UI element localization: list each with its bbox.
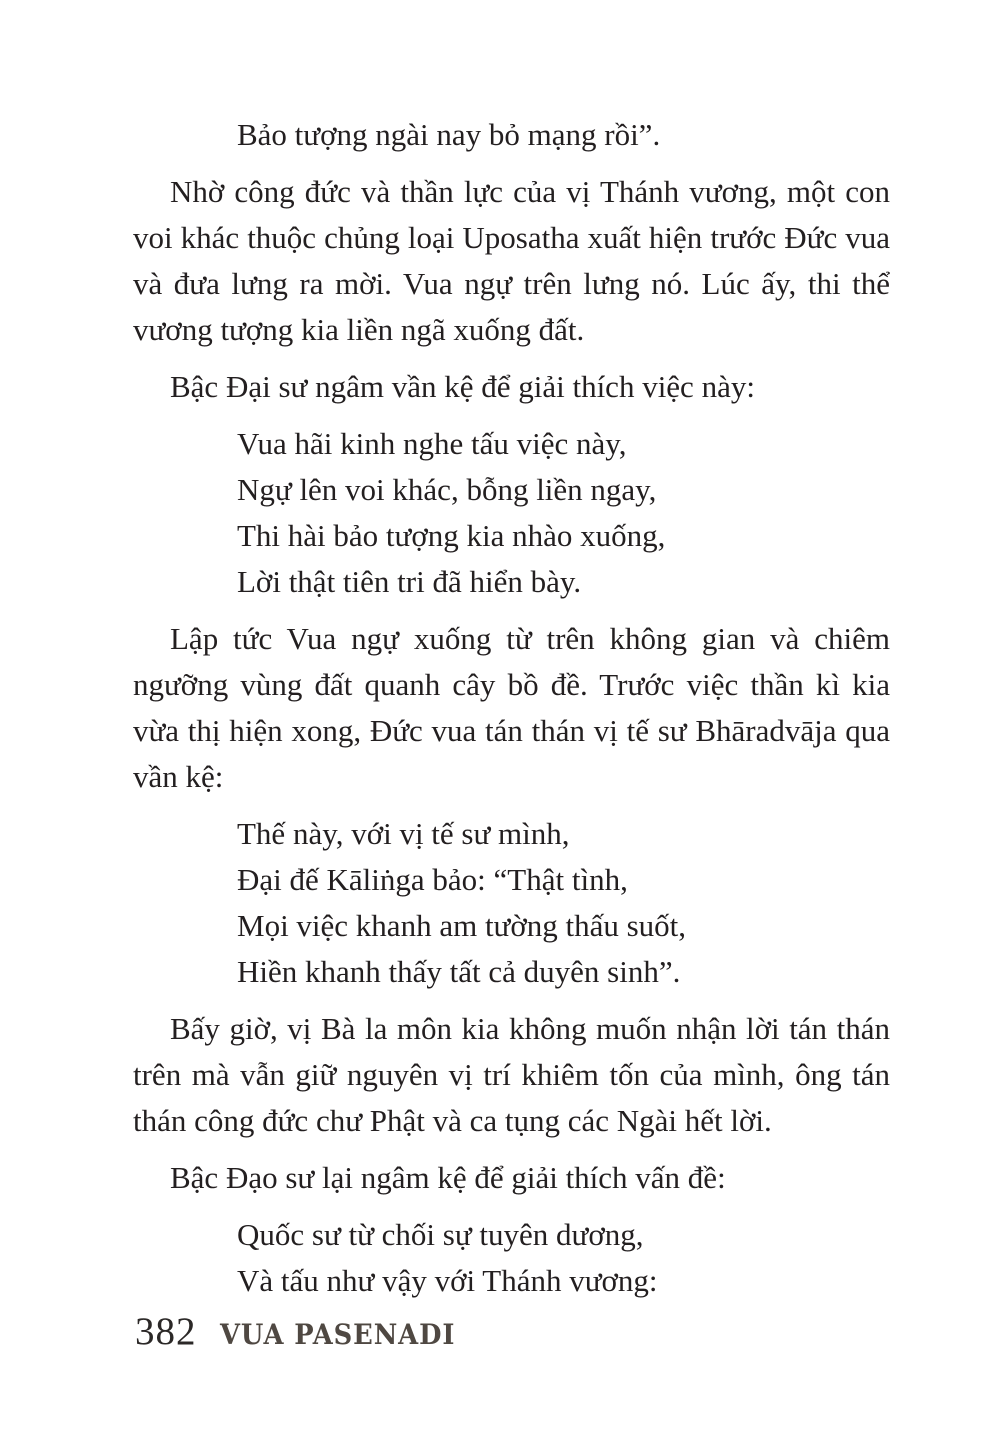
verse-line: Lời thật tiên tri đã hiển bày. bbox=[237, 564, 582, 599]
page-footer bbox=[135, 1312, 475, 1351]
verse-line: Mọi việc khanh am tường thấu suốt, bbox=[237, 908, 687, 943]
verse-block bbox=[133, 112, 890, 158]
verse-block bbox=[133, 1212, 890, 1304]
verse-line: Hiền khanh thấy tất cả duyên sinh”. bbox=[237, 954, 681, 989]
verse-line: Và tấu như vậy với Thánh vương: bbox=[237, 1263, 658, 1298]
verse-line: Thi hài bảo tượng kia nhào xuống, bbox=[237, 518, 666, 553]
verse-line: Vua hãi kinh nghe tấu việc này, bbox=[237, 426, 627, 461]
verse-line: Bảo tượng ngài nay bỏ mạng rồi”. bbox=[237, 117, 661, 152]
paragraph: Nhờ công đức và thần lực của vị Thánh vương, một con voi khác thuộc chủng loại Uposatha xuất hiện trước Đức vua và đưa lưng ra mời. Vua ngự trên lưng nó. Lúc ấy, thi thể vương tượng kia liền ngã xuống đất. bbox=[133, 174, 890, 347]
verse-line: Ngự lên voi khác, bỗng liền ngay, bbox=[237, 472, 657, 507]
verse-line: Đại đế Kāliṅga bảo: “Thật tình, bbox=[237, 862, 628, 897]
paragraph: Lập tức Vua ngự xuống từ trên không gian và chiêm ngưỡng vùng đất quanh cây bồ đề. Trước việc thần kì kia vừa thị hiện xong, Đức vua tán thán vị tế sư Bhāradvāja qua vần kệ: bbox=[133, 621, 890, 794]
verse-block bbox=[133, 811, 890, 995]
verse-block bbox=[133, 421, 890, 605]
verse-line: Thế này, với vị tế sư mình, bbox=[237, 816, 570, 851]
paragraph: Bậc Đạo sư lại ngâm kệ để giải thích vấn đề: bbox=[170, 1160, 726, 1195]
verse-line: Quốc sư từ chối sự tuyên dương, bbox=[237, 1217, 644, 1252]
page-content bbox=[133, 112, 890, 1315]
paragraph: Bậc Đại sư ngâm vần kệ để giải thích việc này: bbox=[170, 369, 755, 404]
running-title: VUA PASENADI bbox=[219, 1318, 455, 1351]
paragraph: Bấy giờ, vị Bà la môn kia không muốn nhận lời tán thán trên mà vẫn giữ nguyên vị trí khiêm tốn của mình, ông tán thán công đức chư Phật và ca tụng các Ngài hết lời. bbox=[133, 1011, 890, 1138]
page-number: 382 bbox=[135, 1310, 197, 1353]
